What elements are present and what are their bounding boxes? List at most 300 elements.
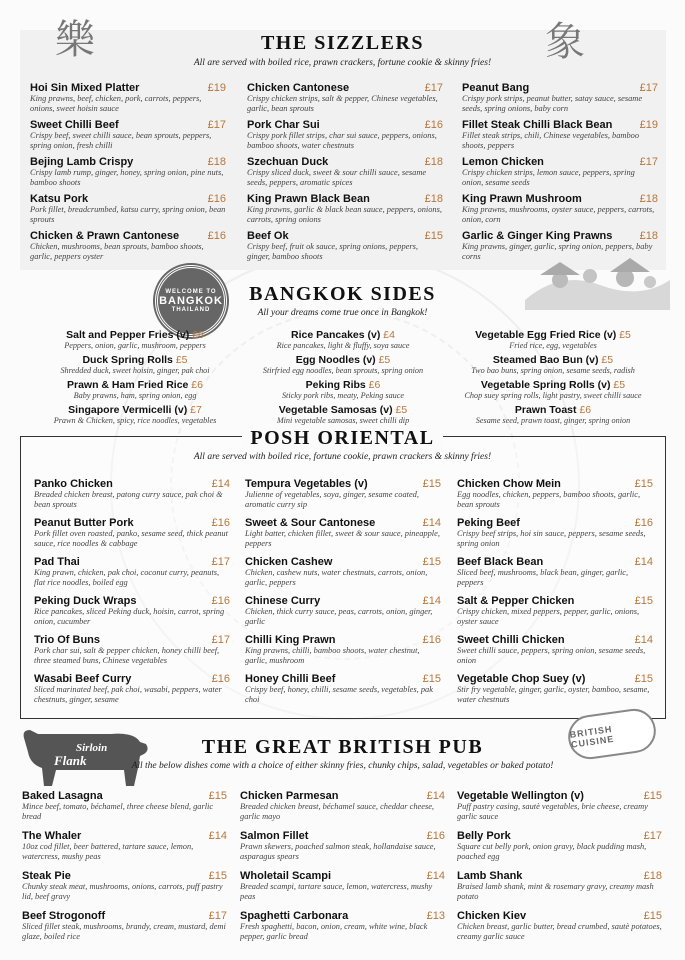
dish-name: Tempura Vegetables (v): [245, 478, 368, 490]
side-name: Vegetable Samosas (v): [278, 404, 393, 416]
dish-name: Vegetable Chop Suey (v): [457, 673, 586, 685]
dish-price: £16: [207, 230, 226, 242]
menu-item-header: [22, 830, 227, 842]
menu-item-header: [462, 82, 658, 94]
menu-item: [30, 119, 226, 156]
dish-description: Sweet chilli sauce, peppers, spring onion, sesame seeds, onion: [457, 646, 646, 665]
chinese-character-right: 象: [545, 19, 585, 65]
menu-item: [457, 673, 653, 712]
dish-description: Crispy pork fillet strips, char sui sauce, peppers, onions, bamboo shoots, water chestnuts: [247, 131, 437, 150]
bangkok-column: [25, 329, 245, 429]
dish-description: King prawns, beef, chicken, pork, carrots, peppers, onions, sweet hoisin sauce: [30, 94, 202, 113]
dish-name: Wasabi Beef Curry: [34, 673, 132, 685]
dish-description: Prawn skewers, poached salmon steak, hollandaise sauce, asparagus spears: [240, 842, 436, 861]
dish-description: Crispy pork strips, peanut butter, satay sauce, sesame seeds, spring onions, baby corn: [462, 94, 643, 113]
menu-item: [457, 556, 653, 595]
side-item: [25, 379, 245, 404]
side-description: Stirfried egg noodles, bean sprouts, spring onion: [262, 366, 424, 375]
dish-price: £15: [422, 556, 441, 568]
menu-item: [457, 634, 653, 673]
british-subtitle: All the below dishes come with a choice of either skinny fries, chunky chips, salad, vegetables or baked potato!: [131, 761, 554, 771]
dish-description: Crispy beef strips, hoi sin sauce, peppers, sesame seeds, spring onion: [457, 529, 646, 548]
dish-name: Salt & Pepper Chicken: [457, 595, 575, 607]
dish-description: Light batter, chicken fillet, sweet & sour sauce, pineapple, peppers: [245, 529, 440, 548]
side-item-header: [25, 404, 245, 416]
side-name: Singapore Vermicelli (v): [68, 404, 188, 416]
dish-price: £15: [424, 230, 443, 242]
menu-item-header: [245, 517, 441, 529]
dish-description: Mince beef, tomato, béchamel, three cheese blend, garlic bread: [22, 802, 214, 821]
dish-description: King prawn, chicken, pak choi, coconut curry, peanuts, flat rice noodles, boiled egg: [34, 568, 220, 587]
side-description: Rice pancakes, light & fluffy, soya sauce: [276, 341, 410, 350]
side-price: £5: [619, 329, 631, 341]
menu-item: [247, 156, 443, 193]
side-name: Prawn Toast: [514, 404, 577, 416]
dish-name: Beef Strogonoff: [22, 910, 106, 922]
side-item-header: [233, 354, 453, 366]
dish-price: £18: [639, 193, 658, 205]
side-item: [443, 354, 663, 379]
side-name: Egg Noodles (v): [295, 354, 376, 366]
dish-name: Trio Of Buns: [34, 634, 100, 646]
side-item-header: [233, 329, 453, 341]
dish-price: £14: [422, 517, 441, 529]
menu-item: [22, 910, 227, 950]
menu-item: [457, 910, 662, 950]
side-item-header: [25, 354, 245, 366]
posh-section: [0, 427, 685, 462]
side-description: Chop suey spring rolls, light pastry, sweet chilli sauce: [464, 391, 642, 400]
dish-name: Steak Pie: [22, 870, 71, 882]
menu-item: [240, 910, 445, 950]
dish-description: Sliced beef, mushrooms, black bean, ginger, garlic, peppers: [457, 568, 629, 587]
dish-price: £16: [426, 830, 445, 842]
side-name: Duck Spring Rolls: [82, 354, 173, 366]
dish-price: £14: [634, 556, 653, 568]
menu-item: [462, 156, 658, 193]
menu-item-header: [34, 556, 230, 568]
menu-item-header: [240, 830, 445, 842]
side-price: £5: [395, 404, 408, 416]
side-item-header: [443, 379, 663, 391]
dish-name: Peking Beef: [457, 517, 520, 529]
menu-item: [34, 556, 230, 595]
dish-name: The Whaler: [22, 830, 82, 842]
dish-price: £14: [426, 790, 445, 802]
bangkok-title: BANGKOK SIDES: [249, 283, 436, 305]
menu-item-header: [30, 82, 226, 94]
sizzlers-section: [0, 32, 685, 68]
british-column: [22, 790, 227, 950]
dish-name: Beef Ok: [247, 230, 289, 242]
side-item-header: [25, 329, 245, 341]
dish-price: £16: [211, 517, 230, 529]
bangkok-column: [233, 329, 453, 429]
dish-description: 10oz cod fillet, beer battered, tartare sauce, lemon, watercress, mushy peas: [22, 842, 194, 861]
dish-price: £14: [426, 870, 445, 882]
dish-name: Salmon Fillet: [240, 830, 309, 842]
bangkok-stamp-bottom: THAILAND: [171, 307, 211, 313]
menu-item: [22, 830, 227, 870]
dish-description: Fresh spaghetti, bacon, onion, cream, white wine, black pepper, garlic bread: [240, 922, 428, 941]
dish-price: £14: [634, 634, 653, 646]
dish-price: £17: [211, 556, 230, 568]
menu-item-header: [30, 230, 226, 242]
menu-item-header: [22, 910, 227, 922]
bangkok-column: [443, 329, 663, 429]
dish-description: Breaded scampi, tartare sauce, lemon, watercress, mushy peas: [240, 882, 433, 901]
dish-name: Fillet Steak Chilli Black Bean: [462, 119, 613, 131]
dish-price: £14: [211, 478, 230, 490]
dish-description: King prawns, garlic & black bean sauce, peppers, onions, carrots, spring onions: [247, 205, 442, 224]
side-name: Rice Pancakes (v): [291, 329, 381, 341]
dish-name: Lemon Chicken: [462, 156, 544, 168]
menu-item-header: [245, 673, 441, 685]
dish-price: £13: [426, 910, 445, 922]
menu-item-header: [247, 119, 443, 131]
menu-item: [34, 634, 230, 673]
dish-name: Beef Black Bean: [457, 556, 544, 568]
posh-column: [457, 478, 653, 712]
bangkok-subtitle: All your dreams come true once in Bangkok!: [257, 308, 428, 318]
side-item: [233, 404, 453, 429]
dish-price: £17: [207, 119, 226, 131]
british-column: [457, 790, 662, 950]
chinese-character-left: 樂: [55, 17, 95, 63]
side-item: [443, 329, 663, 354]
dish-name: Chicken Cantonese: [247, 82, 350, 94]
menu-item-header: [22, 870, 227, 882]
dish-price: £15: [208, 790, 227, 802]
menu-item: [30, 156, 226, 193]
dish-price: £19: [639, 119, 658, 131]
dish-name: Chicken & Prawn Cantonese: [30, 230, 180, 242]
side-item-header: [443, 329, 663, 341]
dish-price: £15: [634, 478, 653, 490]
dish-price: £16: [211, 673, 230, 685]
posh-title: POSH ORIENTAL: [242, 427, 442, 449]
menu-item: [22, 790, 227, 830]
menu-item-header: [34, 478, 230, 490]
dish-description: Crispy beef, sweet chilli sauce, bean sprouts, peppers, spring onion, fresh chilli: [30, 131, 212, 150]
dish-price: £18: [424, 156, 443, 168]
menu-item-header: [245, 634, 441, 646]
menu-item-header: [240, 790, 445, 802]
menu-item-header: [247, 193, 443, 205]
bangkok-section: [0, 283, 685, 318]
side-description: Peppers, onion, garlic, mushroom, peppers: [64, 341, 206, 350]
side-description: Shredded duck, sweet hoisin, ginger, pak choi: [60, 366, 210, 375]
dish-description: Braised lamb shank, mint & rosemary gravy, creamy mash potato: [457, 882, 654, 901]
side-item: [233, 354, 453, 379]
side-item: [233, 379, 453, 404]
menu-item: [245, 595, 441, 634]
menu-item-header: [457, 673, 653, 685]
sizzlers-column: [462, 82, 658, 267]
dish-price: £16: [634, 517, 653, 529]
side-description: Baby prawns, ham, spring onion, egg: [73, 391, 197, 400]
dish-price: £16: [211, 595, 230, 607]
side-item: [25, 354, 245, 379]
dish-name: Panko Chicken: [34, 478, 113, 490]
side-price: £5: [378, 354, 391, 366]
menu-item-header: [457, 870, 662, 882]
menu-item: [30, 230, 226, 267]
menu-item-header: [240, 910, 445, 922]
dish-description: Pork fillet, breadcrumbed, katsu curry, spring onion, bean sprouts: [30, 205, 226, 224]
sizzlers-subtitle: All are served with boiled rice, prawn crackers, fortune cookie & skinny fries!: [193, 58, 492, 68]
menu-item-header: [457, 517, 653, 529]
sizzlers-column: [247, 82, 443, 267]
posh-column: [245, 478, 441, 712]
menu-item-header: [457, 790, 662, 802]
dish-description: Fillet steak strips, chili, Chinese vegetables, bamboo shoots, peppers: [462, 131, 640, 150]
menu-item: [457, 830, 662, 870]
dish-name: Sweet & Sour Cantonese: [245, 517, 376, 529]
side-price: £5: [613, 379, 626, 391]
menu-item: [30, 193, 226, 230]
dish-price: £18: [643, 870, 662, 882]
dish-description: Stir fry vegetable, ginger, garlic, oyster, bamboo, sesame, water chestnuts: [457, 685, 650, 704]
menu-item: [462, 119, 658, 156]
menu-item-header: [247, 82, 443, 94]
dish-name: Spaghetti Carbonara: [240, 910, 349, 922]
menu-item: [457, 870, 662, 910]
dish-price: £19: [207, 82, 226, 94]
cow-sirloin-label: Sirloin: [76, 742, 108, 754]
menu-item: [462, 82, 658, 119]
british-section: [0, 736, 685, 771]
dish-price: £15: [634, 673, 653, 685]
menu-item: [457, 595, 653, 634]
bangkok-stamp-main: BANGKOK: [159, 295, 223, 307]
side-description: Mini vegetable samosas, sweet chilli dip: [276, 416, 410, 425]
menu-item: [34, 478, 230, 517]
dish-price: £17: [643, 830, 662, 842]
dish-name: Vegetable Wellington (v): [457, 790, 584, 802]
menu-item: [240, 830, 445, 870]
dish-name: Chicken Parmesan: [240, 790, 339, 802]
dish-description: Crispy beef, honey, chilli, sesame seeds, vegetables, pak choi: [245, 685, 433, 704]
menu-item-header: [245, 556, 441, 568]
side-name: Steamed Bao Bun (v): [492, 354, 599, 366]
menu-item-header: [462, 156, 658, 168]
dish-price: £16: [422, 634, 441, 646]
menu-item: [30, 82, 226, 119]
dish-description: Pork char sui, salt & pepper chicken, honey chilli beef, three steamed buns, Chinese vegetables: [34, 646, 220, 665]
dish-description: Chicken, thick curry sauce, peas, carrots, onion, ginger, garlic: [245, 607, 433, 626]
bangkok-stamp-top: WELCOME TO: [165, 289, 217, 295]
menu-item-header: [30, 119, 226, 131]
menu-item-header: [457, 595, 653, 607]
dish-description: Rice pancakes, sliced Peking duck, hoisin, carrot, spring onion, cucumber: [34, 607, 225, 626]
side-name: Vegetable Spring Rolls (v): [480, 379, 611, 391]
menu-item: [240, 870, 445, 910]
dish-price: £17: [639, 82, 658, 94]
dish-price: £15: [643, 910, 662, 922]
menu-item-header: [34, 673, 230, 685]
menu-item-header: [462, 119, 658, 131]
dish-name: Honey Chilli Beef: [245, 673, 336, 685]
british-column: [240, 790, 445, 950]
dish-description: King prawns, mushrooms, oyster sauce, peppers, carrots, onion, corn: [462, 205, 655, 224]
menu-item: [457, 478, 653, 517]
menu-item-header: [457, 556, 653, 568]
dish-description: Breaded chicken breast, béchamel sauce, cheddar cheese, garlic mayo: [240, 802, 435, 821]
dish-description: Sliced marinated beef, pak choi, wasabi, peppers, water chestnuts, ginger, sesame: [34, 685, 222, 704]
side-name: Salt and Pepper Fries (v): [66, 329, 190, 341]
menu-item: [457, 517, 653, 556]
menu-item-header: [457, 634, 653, 646]
dish-price: £15: [422, 673, 441, 685]
posh-column: [34, 478, 230, 712]
dish-name: Szechuan Duck: [247, 156, 329, 168]
dish-price: £15: [208, 870, 227, 882]
menu-item: [245, 673, 441, 712]
dish-description: Crispy chicken, mixed peppers, pepper, garlic, onions, oyster sauce: [457, 607, 640, 626]
dish-price: £14: [422, 595, 441, 607]
side-description: Prawn & Chicken, spicy, rice noodles, vegetables: [53, 416, 217, 425]
dish-name: King Prawn Black Bean: [247, 193, 370, 205]
menu-item-header: [247, 156, 443, 168]
dish-price: £16: [424, 119, 443, 131]
dish-price: £15: [422, 478, 441, 490]
side-item-header: [443, 404, 663, 416]
side-item: [25, 329, 245, 354]
dish-description: Chicken breast, garlic butter, bread crumbed, sautè potatoes, creamy garlic sauce: [457, 922, 662, 941]
side-name: Vegetable Egg Fried Rice (v): [475, 329, 617, 341]
side-name: Prawn & Ham Fried Rice: [67, 379, 189, 391]
menu-item: [247, 82, 443, 119]
dish-description: Crispy lamb rump, ginger, honey, spring onion, pine nuts, bamboo shoots: [30, 168, 224, 187]
menu-item: [247, 230, 443, 267]
dish-name: Peanut Butter Pork: [34, 517, 134, 529]
dish-description: Crispy beef, fruit ok sauce, spring onions, peppers, ginger, bamboo shoots: [247, 242, 418, 261]
british-cuisine-stamp: BRITISH CUISINE: [565, 706, 658, 762]
dish-price: £18: [424, 193, 443, 205]
dish-price: £15: [634, 595, 653, 607]
dish-description: Sliced fillet steak, mushrooms, brandy, cream, mustard, demi glaze, boiled rice: [22, 922, 226, 941]
dish-name: Baked Lasagna: [22, 790, 103, 802]
side-item-header: [443, 354, 663, 366]
dish-description: Breaded chicken breast, patong curry sauce, pak choi & bean sprouts: [34, 490, 223, 509]
side-price: £6: [191, 379, 203, 391]
menu-item-header: [457, 478, 653, 490]
dish-description: Julienne of vegetables, soya, ginger, sesame coated, aromatic curry sip: [245, 490, 419, 509]
dish-description: Egg noodles, chicken, peppers, bamboo shoots, garlic, bean sprouts: [457, 490, 641, 509]
side-price: £6: [368, 379, 381, 391]
side-price: £5: [175, 354, 188, 366]
side-item: [25, 404, 245, 429]
menu-item-header: [462, 193, 658, 205]
menu-item: [240, 790, 445, 830]
menu-item: [34, 673, 230, 712]
side-description: Fried rice, egg, vegetables: [509, 341, 597, 350]
dish-name: Garlic & Ginger King Prawns: [462, 230, 613, 242]
menu-item-header: [30, 156, 226, 168]
dish-name: Wholetail Scampi: [240, 870, 332, 882]
menu-item: [245, 478, 441, 517]
menu-item-header: [30, 193, 226, 205]
dish-description: Crispy chicken strips, lemon sauce, peppers, spring onion, sesame seeds: [462, 168, 635, 187]
dish-price: £16: [207, 193, 226, 205]
dish-description: Crispy sliced duck, sweet & sour chilli sauce, sesame seeds, peppers, aromatic spices: [247, 168, 427, 187]
menu-item-header: [457, 910, 662, 922]
dish-name: Chinese Curry: [245, 595, 321, 607]
menu-item: [247, 119, 443, 156]
posh-subtitle: All are served with boiled rice, fortune cookie, prawn crackers & skinny fries!: [193, 452, 492, 462]
dish-name: Peking Duck Wraps: [34, 595, 137, 607]
menu-item-header: [240, 870, 445, 882]
cow-flank-label: Flank: [54, 753, 87, 768]
dish-price: £17: [424, 82, 443, 94]
side-name: Peking Ribs: [305, 379, 366, 391]
dish-name: Chicken Cashew: [245, 556, 333, 568]
menu-item: [462, 193, 658, 230]
menu-item-header: [462, 230, 658, 242]
side-price: £5: [601, 354, 614, 366]
dish-description: Pork fillet oven roasted, panko, sesame seed, thick peanut sauce, rice noodles & cabbage: [34, 529, 228, 548]
dish-description: Chicken, cashew nuts, water chestnuts, carrots, onion, garlic, peppers: [245, 568, 428, 587]
side-description: Sticky pork ribs, meaty, Peking sauce: [281, 391, 405, 400]
dish-description: Square cut belly pork, onion gravy, black pudding mash, poached egg: [457, 842, 647, 861]
side-item-header: [25, 379, 245, 391]
side-description: Two bao buns, spring onion, sesame seeds, radish: [471, 366, 635, 375]
menu-item-header: [34, 595, 230, 607]
dish-name: Belly Pork: [457, 830, 511, 842]
dish-name: Chicken Chow Mein: [457, 478, 561, 490]
menu-item-header: [245, 478, 441, 490]
side-price: £7: [190, 404, 202, 416]
dish-price: £17: [208, 910, 227, 922]
side-item: [443, 379, 663, 404]
menu-item: [22, 870, 227, 910]
menu-item-header: [245, 595, 441, 607]
dish-price: £18: [639, 230, 658, 242]
dish-price: £15: [643, 790, 662, 802]
menu-item: [245, 634, 441, 673]
side-item: [233, 329, 453, 354]
sizzlers-title: THE SIZZLERS: [260, 32, 425, 54]
menu-item-header: [22, 790, 227, 802]
menu-item-header: [34, 517, 230, 529]
dish-name: King Prawn Mushroom: [462, 193, 582, 205]
dish-name: Sweet Chilli Chicken: [457, 634, 565, 646]
menu-item: [34, 595, 230, 634]
dish-price: £14: [208, 830, 227, 842]
menu-item: [34, 517, 230, 556]
dish-description: Crispy chicken strips, salt & pepper, Chinese vegetables, garlic, bean sprouts: [247, 94, 438, 113]
dish-name: Chicken Kiev: [457, 910, 527, 922]
dish-description: King prawns, chilli, bamboo shoots, water chestnut, garlic, mushroom: [245, 646, 420, 665]
menu-item: [245, 556, 441, 595]
side-description: Sesame seed, prawn toast, ginger, spring onion: [475, 416, 631, 425]
side-price: £6: [192, 329, 204, 341]
dish-description: Chunky steak meat, mushrooms, onions, carrots, puff pastry lid, beef gravy: [22, 882, 223, 901]
dish-price: £17: [211, 634, 230, 646]
dish-price: £17: [639, 156, 658, 168]
menu-item-header: [457, 830, 662, 842]
menu-item: [247, 193, 443, 230]
dish-name: Hoi Sin Mixed Platter: [30, 82, 140, 94]
menu-item-header: [34, 634, 230, 646]
dish-price: £18: [207, 156, 226, 168]
side-item: [443, 404, 663, 429]
dish-name: Sweet Chilli Beef: [30, 119, 119, 131]
dish-name: Pork Char Sui: [247, 119, 320, 131]
dish-description: Puff pastry casing, sautè vegetables, brie cheese, creamy garlic sauce: [457, 802, 648, 821]
side-price: £4: [383, 329, 395, 341]
